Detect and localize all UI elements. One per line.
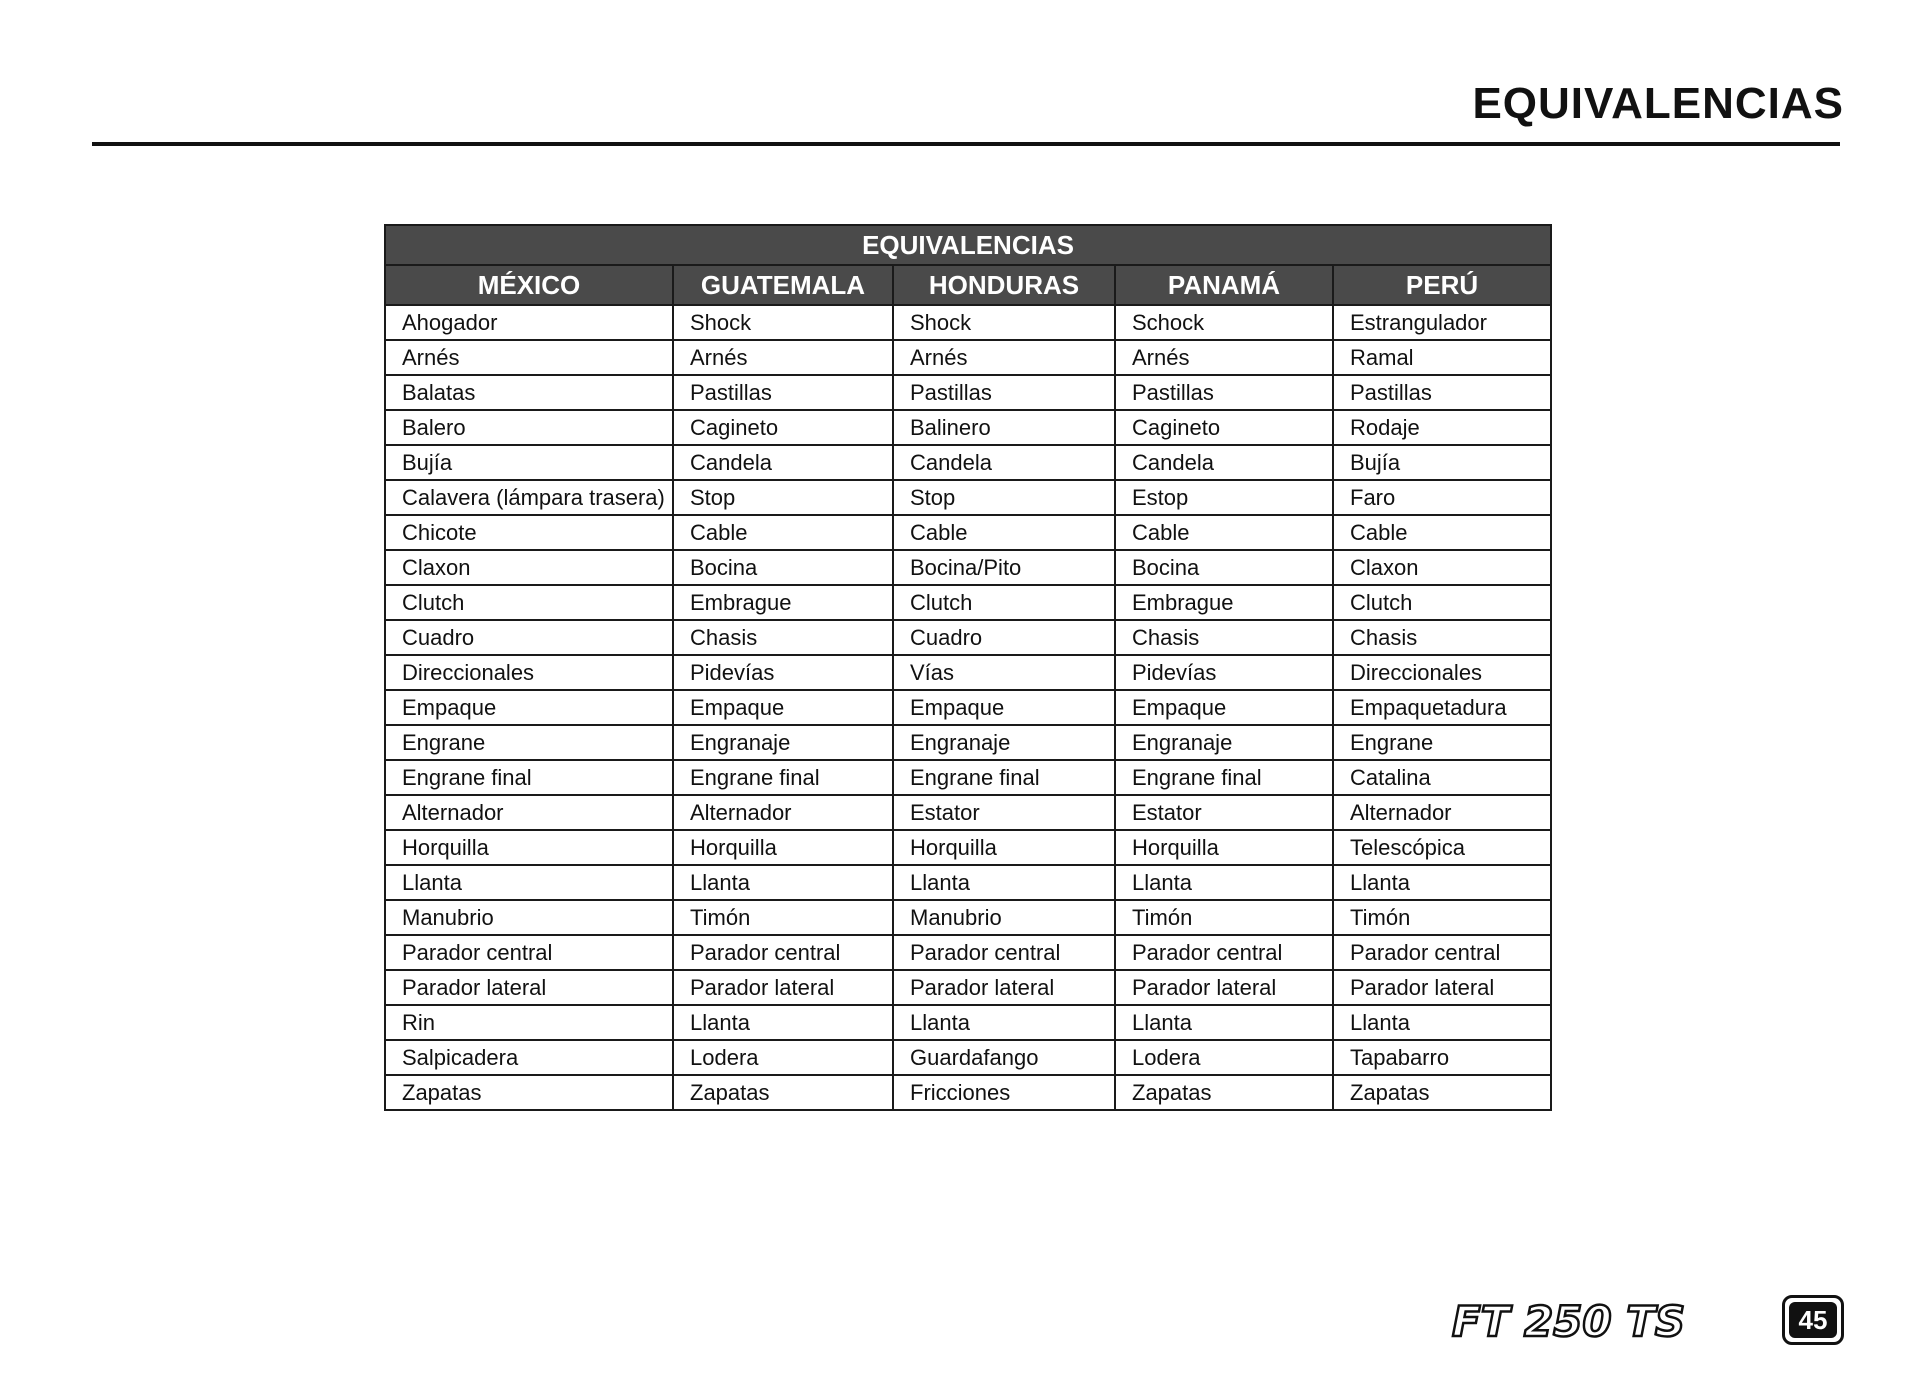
table-row [385, 690, 1551, 725]
table-cell: Parador central [673, 935, 893, 970]
table-cell: Timón [1333, 900, 1551, 935]
table-cell: Ahogador [385, 305, 673, 340]
table-caption-row [385, 225, 1551, 265]
table-cell: Bocina [673, 550, 893, 585]
table-row [385, 900, 1551, 935]
title-divider [92, 142, 1840, 146]
table-row [385, 725, 1551, 760]
table-cell: Tapabarro [1333, 1040, 1551, 1075]
table-cell: Cagineto [1115, 410, 1333, 445]
table-row [385, 1040, 1551, 1075]
table-cell: Llanta [673, 865, 893, 900]
table-cell: Parador lateral [1333, 970, 1551, 1005]
table-cell: Llanta [1115, 1005, 1333, 1040]
table-cell: Chicote [385, 515, 673, 550]
table-cell: Arnés [385, 340, 673, 375]
table-cell: Cable [1115, 515, 1333, 550]
table-row [385, 970, 1551, 1005]
table-cell: Lodera [1115, 1040, 1333, 1075]
table-row [385, 375, 1551, 410]
table-cell: Parador lateral [385, 970, 673, 1005]
table-row [385, 655, 1551, 690]
table-cell: Llanta [1333, 1005, 1551, 1040]
table-cell: Cable [1333, 515, 1551, 550]
table-cell: Bujía [1333, 445, 1551, 480]
table-cell: Estop [1115, 480, 1333, 515]
table-cell: Engrane [385, 725, 673, 760]
table-cell: Cable [893, 515, 1115, 550]
table-cell: Engrane final [673, 760, 893, 795]
table-cell: Horquilla [673, 830, 893, 865]
column-header: GUATEMALA [673, 265, 893, 305]
page-title: EQUIVALENCIAS [1472, 79, 1844, 128]
table-cell: Cuadro [893, 620, 1115, 655]
table-row [385, 760, 1551, 795]
table-row [385, 795, 1551, 830]
table-row [385, 480, 1551, 515]
table-cell: Engranaje [893, 725, 1115, 760]
table-row [385, 1005, 1551, 1040]
table-row [385, 585, 1551, 620]
table-cell: Horquilla [385, 830, 673, 865]
table-cell: Direccionales [385, 655, 673, 690]
table-cell: Stop [673, 480, 893, 515]
table-cell: Pastillas [673, 375, 893, 410]
table-cell: Claxon [1333, 550, 1551, 585]
table-cell: Empaque [1115, 690, 1333, 725]
table-cell: Engrane final [893, 760, 1115, 795]
table-cell: Bocina [1115, 550, 1333, 585]
table-cell: Pastillas [893, 375, 1115, 410]
table-cell: Salpicadera [385, 1040, 673, 1075]
table-cell: Empaquetadura [1333, 690, 1551, 725]
column-header: HONDURAS [893, 265, 1115, 305]
table-cell: Llanta [385, 865, 673, 900]
table-cell: Telescópica [1333, 830, 1551, 865]
table-cell: Rodaje [1333, 410, 1551, 445]
table-cell: Parador central [1333, 935, 1551, 970]
table-cell: Llanta [1333, 865, 1551, 900]
table-cell: Balatas [385, 375, 673, 410]
table-cell: Timón [673, 900, 893, 935]
table-cell: Shock [893, 305, 1115, 340]
table-cell: Engranaje [1115, 725, 1333, 760]
table-row [385, 550, 1551, 585]
table-row [385, 620, 1551, 655]
table-cell: Pidevías [673, 655, 893, 690]
table-cell: Zapatas [673, 1075, 893, 1110]
table-cell: Embrague [673, 585, 893, 620]
table-cell: Zapatas [1115, 1075, 1333, 1110]
table-row [385, 410, 1551, 445]
table-cell: Arnés [1115, 340, 1333, 375]
table-cell: Embrague [1115, 585, 1333, 620]
table-cell: Estator [1115, 795, 1333, 830]
table-cell: Cable [673, 515, 893, 550]
table-cell: Direccionales [1333, 655, 1551, 690]
table-cell: Clutch [1333, 585, 1551, 620]
table-cell: Schock [1115, 305, 1333, 340]
table-caption: EQUIVALENCIAS [385, 225, 1551, 265]
table-cell: Lodera [673, 1040, 893, 1075]
table-cell: Cuadro [385, 620, 673, 655]
table-cell: Empaque [673, 690, 893, 725]
table-cell: Bocina/Pito [893, 550, 1115, 585]
table-cell: Cagineto [673, 410, 893, 445]
table-header-row [385, 265, 1551, 305]
table-cell: Stop [893, 480, 1115, 515]
table-row [385, 935, 1551, 970]
table-cell: Parador central [385, 935, 673, 970]
column-header: MÉXICO [385, 265, 673, 305]
table-row [385, 830, 1551, 865]
table-row [385, 305, 1551, 340]
table-cell: Parador lateral [1115, 970, 1333, 1005]
table-cell: Engrane [1333, 725, 1551, 760]
table-cell: Empaque [893, 690, 1115, 725]
table-row [385, 1075, 1551, 1110]
table-cell: Horquilla [1115, 830, 1333, 865]
table-cell: Balinero [893, 410, 1115, 445]
table-cell: Chasis [1115, 620, 1333, 655]
table-cell: Engrane final [385, 760, 673, 795]
table-cell: Faro [1333, 480, 1551, 515]
table-cell: Pastillas [1115, 375, 1333, 410]
model-logo-text: FT 250 TS [1452, 1298, 1686, 1342]
page-number: 45 [1789, 1302, 1837, 1338]
column-header: PERÚ [1333, 265, 1551, 305]
table-cell: Clutch [893, 585, 1115, 620]
column-header: PANAMÁ [1115, 265, 1333, 305]
table-cell: Rin [385, 1005, 673, 1040]
table-cell: Chasis [673, 620, 893, 655]
page-number-badge [1782, 1295, 1844, 1345]
table-cell: Catalina [1333, 760, 1551, 795]
table-cell: Empaque [385, 690, 673, 725]
table-row [385, 445, 1551, 480]
table-cell: Pastillas [1333, 375, 1551, 410]
equivalences-table [384, 224, 1552, 1111]
table-cell: Estrangulador [1333, 305, 1551, 340]
page-footer [1448, 1295, 1844, 1345]
model-logo [1448, 1298, 1768, 1342]
table-cell: Horquilla [893, 830, 1115, 865]
table-cell: Alternador [673, 795, 893, 830]
table-cell: Clutch [385, 585, 673, 620]
table-cell: Manubrio [385, 900, 673, 935]
table-cell: Claxon [385, 550, 673, 585]
table-cell: Engrane final [1115, 760, 1333, 795]
table-cell: Manubrio [893, 900, 1115, 935]
table-cell: Calavera (lámpara trasera) [385, 480, 673, 515]
table-cell: Parador central [893, 935, 1115, 970]
table-cell: Alternador [1333, 795, 1551, 830]
table-cell: Zapatas [1333, 1075, 1551, 1110]
table-cell: Alternador [385, 795, 673, 830]
table-cell: Llanta [1115, 865, 1333, 900]
table-cell: Guardafango [893, 1040, 1115, 1075]
table-cell: Zapatas [385, 1075, 673, 1110]
table-cell: Candela [673, 445, 893, 480]
table-cell: Arnés [673, 340, 893, 375]
table-cell: Vías [893, 655, 1115, 690]
table-cell: Candela [893, 445, 1115, 480]
table-cell: Bujía [385, 445, 673, 480]
table-body [385, 305, 1551, 1110]
table-cell: Parador lateral [893, 970, 1115, 1005]
table-cell: Shock [673, 305, 893, 340]
table-cell: Balero [385, 410, 673, 445]
table-cell: Llanta [673, 1005, 893, 1040]
table-cell: Ramal [1333, 340, 1551, 375]
table-row [385, 340, 1551, 375]
table-cell: Parador lateral [673, 970, 893, 1005]
table-cell: Fricciones [893, 1075, 1115, 1110]
table-cell: Llanta [893, 1005, 1115, 1040]
table-cell: Timón [1115, 900, 1333, 935]
table-cell: Engranaje [673, 725, 893, 760]
table-cell: Llanta [893, 865, 1115, 900]
table-row [385, 865, 1551, 900]
table-cell: Arnés [893, 340, 1115, 375]
table-row [385, 515, 1551, 550]
table-cell: Parador central [1115, 935, 1333, 970]
table-cell: Chasis [1333, 620, 1551, 655]
table-cell: Estator [893, 795, 1115, 830]
table-cell: Pidevías [1115, 655, 1333, 690]
table-cell: Candela [1115, 445, 1333, 480]
